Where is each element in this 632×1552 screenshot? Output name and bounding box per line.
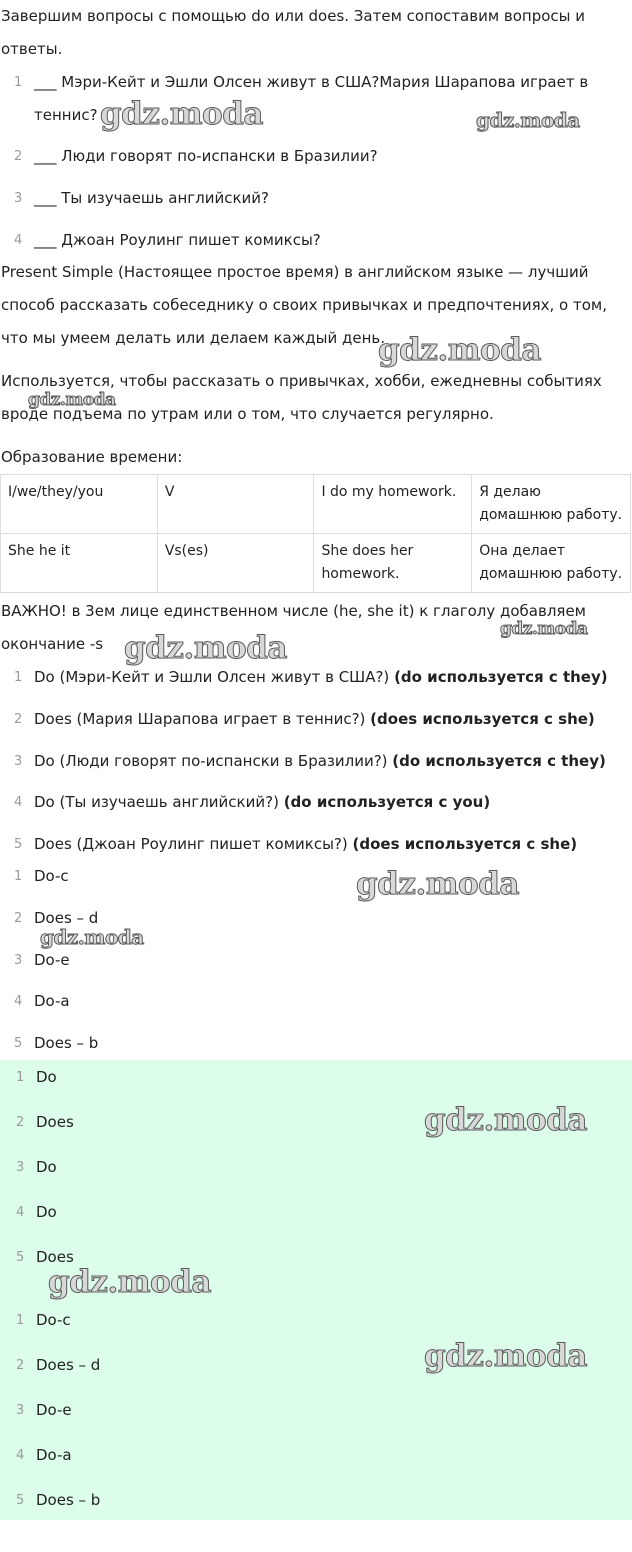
formation-heading: Образование времени: (1, 448, 183, 466)
item-text: Do (36, 1203, 57, 1221)
item-text: Does (36, 1248, 74, 1266)
item-rule: (does используется с she) (370, 710, 595, 728)
item-number: 1 (16, 1313, 25, 1328)
item-rule: (do используется с you) (283, 793, 491, 811)
item-number: 1 (16, 1070, 25, 1085)
tense-table (0, 474, 631, 593)
item-number: 4 (14, 233, 23, 248)
watermark: gdz.moda (500, 619, 588, 639)
item-text: Do-e (36, 1401, 72, 1419)
usage-paragraph: Используется, чтобы рассказать о привычках, хобби, ежедневны событиях вроде подъема по утрам или о том, что случается регулярно. (1, 372, 602, 423)
table-cell: I/we/they/you (1, 475, 158, 534)
important-note: ВАЖНО! в 3ем лице единственном числе (he, she it) к глаголу добавляем окончание -s (1, 602, 586, 653)
table-row (1, 475, 631, 534)
item-text: Do (36, 1158, 57, 1176)
item-number: 3 (14, 191, 23, 206)
item-text: Do-e (34, 951, 70, 969)
table-cell: V (157, 475, 314, 534)
table-cell: She he it (1, 534, 158, 593)
item-number: 2 (14, 712, 23, 727)
watermark: gdz.moda (356, 866, 519, 902)
item-text: Do (36, 1068, 57, 1086)
table-cell: She does her homework. (314, 534, 472, 593)
watermark: gdz.moda (424, 1102, 587, 1138)
item-text: Does (36, 1113, 74, 1131)
item-number: 2 (14, 149, 23, 164)
item-number: 1 (14, 869, 23, 884)
item-text: ___ Джоан Роулинг пишет комиксы? (34, 231, 321, 249)
item-number: 5 (14, 837, 23, 852)
item-rule: (do используется с they) (394, 668, 608, 686)
item-number: 4 (16, 1205, 25, 1220)
item-text: Do (Ты изучаешь английский?) (34, 793, 284, 811)
watermark: gdz.moda (124, 630, 287, 666)
item-text: ___ Ты изучаешь английский? (34, 189, 269, 207)
item-text: Does (Джоан Роулинг пишет комиксы?) (34, 835, 353, 853)
item-text: Does – b (36, 1491, 101, 1509)
watermark: gdz.moda (28, 390, 116, 410)
table-row (1, 534, 631, 593)
item-text: Does (Мария Шарапова играет в теннис?) (34, 710, 371, 728)
item-rule: (do используется с they) (392, 752, 606, 770)
item-rule: (does используется с she) (352, 835, 578, 853)
item-number: 4 (14, 795, 23, 810)
item-text: Do-c (36, 1311, 71, 1329)
item-text: Does – d (36, 1356, 101, 1374)
intro-text: Завершим вопросы с помощью do или does. Затем сопоставим вопросы и ответы. (1, 7, 586, 58)
item-number: 4 (16, 1448, 25, 1463)
table-cell: Я делаю домашнюю работу. (472, 475, 631, 534)
item-text: ___ Мэри-Кейт и Эшли Олсен живут в США?Мария Шарапова играет в теннис? (34, 73, 589, 124)
watermark: gdz.moda (48, 1264, 211, 1300)
table-cell: I do my homework. (314, 475, 472, 534)
watermark: gdz.moda (378, 332, 541, 368)
item-number: 5 (14, 1036, 23, 1051)
item-number: 3 (14, 754, 23, 769)
item-number: 3 (16, 1403, 25, 1418)
item-text: Does – d (34, 909, 99, 927)
item-number: 1 (14, 670, 23, 685)
item-number: 2 (16, 1358, 25, 1373)
theory-paragraph: Present Simple (Настоящее простое время) в английском языке — лучший способ рассказать собеседнику о своих привычках и предпочтениях, о том, что мы умеем делать или делаем каждый день. (1, 263, 607, 347)
item-text: Do (Люди говорят по-испански в Бразилии?) (34, 752, 393, 770)
table-cell: Она делает домашнюю работу. (472, 534, 631, 593)
item-number: 1 (14, 75, 23, 90)
item-text: Do-a (36, 1446, 72, 1464)
table-cell: Vs(es) (157, 534, 314, 593)
item-number: 3 (14, 953, 23, 968)
item-number: 3 (16, 1160, 25, 1175)
watermark: gdz.moda (476, 108, 580, 132)
item-text: Do-a (34, 992, 70, 1010)
item-number: 5 (16, 1493, 25, 1508)
item-text: Does – b (34, 1034, 99, 1052)
item-text: Do-c (34, 867, 69, 885)
watermark: gdz.moda (40, 925, 144, 949)
item-number: 5 (16, 1250, 25, 1265)
item-number: 2 (16, 1115, 25, 1130)
watermark: gdz.moda (100, 96, 263, 132)
item-text: ___ Люди говорят по-испански в Бразилии? (34, 147, 378, 165)
watermark: gdz.moda (424, 1338, 587, 1374)
item-number: 4 (14, 994, 23, 1009)
item-text: Do (Мэри-Кейт и Эшли Олсен живут в США?) (34, 668, 395, 686)
item-number: 2 (14, 911, 23, 926)
